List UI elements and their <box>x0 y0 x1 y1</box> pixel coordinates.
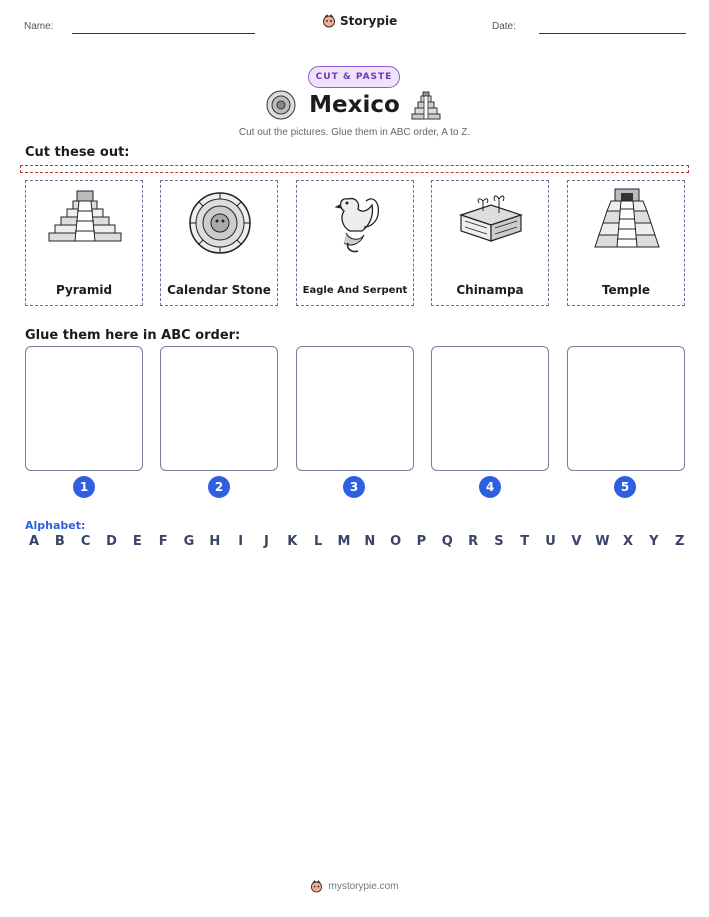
brand-name: Storypie <box>340 14 398 28</box>
card-label: Pyramid <box>55 283 113 297</box>
glue-slot-3[interactable] <box>296 346 414 471</box>
glue-heading: Glue them here in ABC order: <box>25 328 241 343</box>
alphabet-letter: Y <box>649 534 659 549</box>
slot-number-5: 5 <box>614 476 636 498</box>
glue-slot-2[interactable] <box>160 346 278 471</box>
alphabet-letter: J <box>264 534 269 549</box>
cut-heading: Cut these out: <box>25 145 130 160</box>
temple-icon <box>587 187 667 251</box>
card-eagle-serpent[interactable] <box>296 180 414 306</box>
card-pyramid[interactable] <box>25 180 143 306</box>
alphabet-letter: I <box>238 534 244 549</box>
alphabet-letter: P <box>416 534 427 549</box>
alphabet-letter: O <box>390 534 402 549</box>
alphabet-letter: V <box>571 534 582 549</box>
alphabet-letter: K <box>287 534 298 549</box>
alphabet-letter: S <box>494 534 504 549</box>
glue-slot-4[interactable] <box>431 346 549 471</box>
instructions: Cut out the pictures. Glue them in ABC order, A to Z. <box>238 127 471 138</box>
card-chinampa[interactable] <box>431 180 549 306</box>
card-temple[interactable] <box>567 180 685 306</box>
alphabet-letter: B <box>54 534 65 549</box>
alphabet-letter: N <box>364 534 376 549</box>
alphabet-letter: X <box>623 534 634 549</box>
alphabet-letter: H <box>209 534 221 549</box>
footer-url[interactable]: mystorypie.com <box>328 881 399 892</box>
calendar-stone-icon <box>180 187 260 257</box>
alphabet-letter: L <box>313 534 323 549</box>
alphabet-letter: W <box>595 534 610 549</box>
footer <box>0 880 709 893</box>
slot-number-4: 4 <box>479 476 501 498</box>
alphabet-letter: M <box>337 534 351 549</box>
alphabet-letter: G <box>183 534 195 549</box>
alphabet-letter: Z <box>674 534 685 549</box>
glue-slot-5[interactable] <box>567 346 685 471</box>
storypie-mascot-icon <box>322 14 336 28</box>
alphabet-letter: A <box>28 534 40 549</box>
name-label: Name: <box>24 21 54 32</box>
alphabet-heading: Alphabet: <box>25 519 86 532</box>
alphabet-letter: E <box>132 534 142 549</box>
glue-slot-1[interactable] <box>25 346 143 471</box>
alphabet-letter: R <box>468 534 479 549</box>
alphabet-letter: C <box>80 534 91 549</box>
temple-mini-icon <box>410 90 442 120</box>
alphabet-letter: Q <box>441 534 453 549</box>
date-line[interactable] <box>539 33 686 34</box>
pyramid-icon <box>45 187 125 247</box>
name-line[interactable] <box>72 33 255 34</box>
page-title: Mexico <box>309 92 400 118</box>
card-label: Temple <box>601 283 651 297</box>
storypie-mascot-icon <box>310 880 323 893</box>
brand-logo <box>322 14 397 28</box>
alphabet-letter: U <box>545 534 556 549</box>
card-calendar-stone[interactable] <box>160 180 278 306</box>
eagle-serpent-icon <box>316 187 396 257</box>
alphabet-letter: F <box>158 534 168 549</box>
cut-line <box>20 165 689 173</box>
alphabet-letter: T <box>520 534 530 549</box>
cut-paste-badge: CUT & PASTE <box>308 66 400 88</box>
alphabet-row <box>27 534 687 549</box>
card-label: Calendar Stone <box>167 283 271 297</box>
slot-number-3: 3 <box>343 476 365 498</box>
date-label: Date: <box>492 21 516 32</box>
slot-number-2: 2 <box>208 476 230 498</box>
card-label: Chinampa <box>456 283 524 297</box>
slot-number-1: 1 <box>73 476 95 498</box>
card-label: Eagle And Serpent <box>302 285 408 296</box>
chinampa-icon <box>451 187 531 247</box>
alphabet-letter: D <box>106 534 117 549</box>
